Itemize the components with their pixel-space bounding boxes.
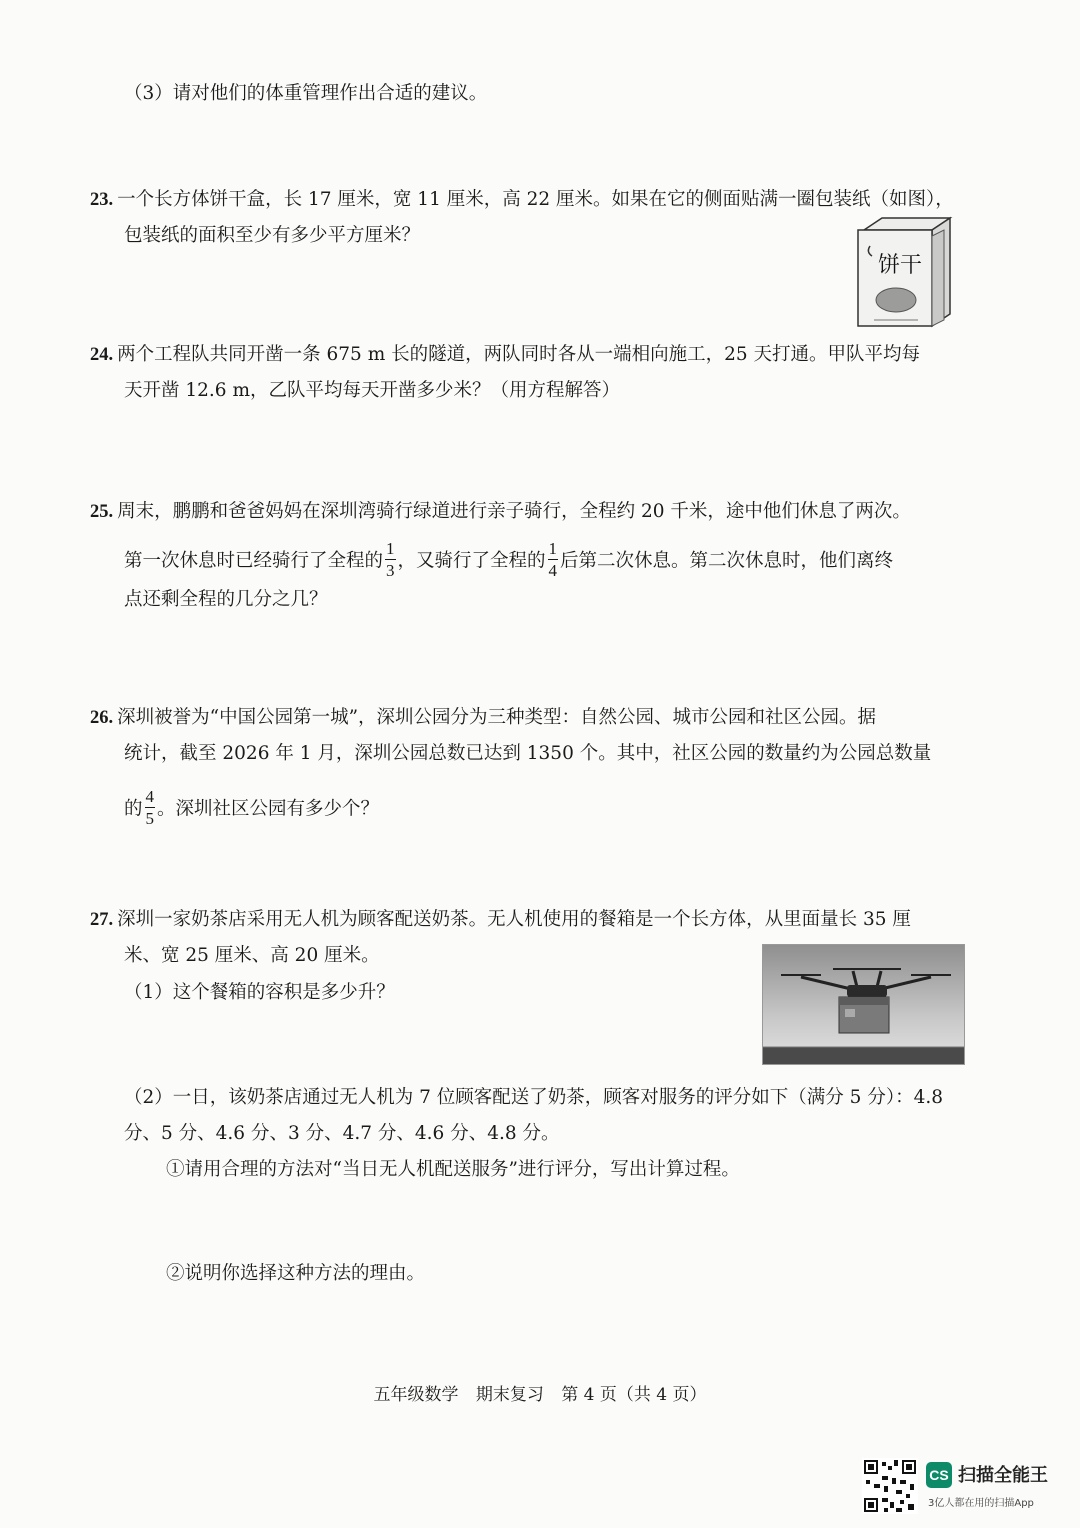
q24-number: 24. — [90, 345, 114, 365]
q27-text-1: 深圳一家奶茶店采用无人机为顾客配送奶茶。无人机使用的餐箱是一个长方体，从里面量长 35 厘 — [117, 909, 911, 930]
q24-line1 — [90, 343, 920, 367]
q25-text-2a: 第一次休息时已经骑行了全程的 — [124, 550, 384, 572]
qr-code-icon — [862, 1458, 918, 1514]
q25-text-1: 周末，鹏鹏和爸爸妈妈在深圳湾骑行绿道进行亲子骑行，全程约 20 千米，途中他们休息了两次。 — [117, 501, 911, 522]
q23-line2: 包装纸的面积至少有多少平方厘米？ — [124, 225, 421, 246]
q27-sub1: ①请用合理的方法对“当日无人机配送服务”进行评分，写出计算过程。 — [166, 1159, 740, 1180]
biscuit-box-figure — [852, 216, 960, 328]
camscanner-tagline: 3亿人都在用的扫描App — [928, 1498, 1034, 1509]
q26-text-1: 深圳被誉为“中国公园第一城”，深圳公园分为三种类型：自然公园、城市公园和社区公园。据 — [117, 707, 877, 728]
q25-line1 — [90, 500, 911, 524]
footer-page: 第 4 页（共 4 页） — [561, 1385, 707, 1405]
page-footer — [0, 1380, 1080, 1405]
q25-number: 25. — [90, 502, 114, 522]
fraction-denominator: 4 — [548, 561, 558, 580]
q24-text-1: 两个工程队共同开凿一条 675 m 长的隧道，两队同时各从一端相向施工，25 天打通。甲队平均每 — [117, 344, 921, 365]
q27-sub2: ②说明你选择这种方法的理由。 — [166, 1263, 426, 1284]
q26-number: 26. — [90, 708, 114, 728]
biscuit-label: 饼干 — [878, 253, 923, 278]
q25-line2 — [124, 539, 894, 581]
fraction-numerator: 1 — [386, 539, 395, 558]
q27-line1 — [90, 908, 911, 932]
q26-line3 — [124, 787, 380, 829]
q22-part3: （3）请对他们的体重管理作出合适的建议。 — [124, 83, 488, 104]
footer-exam: 期末复习 — [475, 1385, 544, 1405]
camscanner-logo-icon: CS — [926, 1462, 952, 1488]
q26-text-3a: 的 — [124, 798, 143, 820]
q26-text-3b: 。深圳社区公园有多少个？ — [157, 798, 380, 820]
q26-line2: 统计，截至 2026 年 1 月，深圳公园总数已达到 1350 个。其中，社区公园的数量约为公园总数量 — [124, 743, 932, 764]
q27-number: 27. — [90, 910, 114, 930]
fraction-one-fourth — [548, 540, 559, 579]
q27-part2-line2: 分、5 分、4.6 分、3 分、4.7 分、4.6 分、4.8 分。 — [124, 1123, 560, 1144]
q27-part2-line1: （2）一日，该奶茶店通过无人机为 7 位顾客配送了奶茶，顾客对服务的评分如下（满分 5 分）：4.8 — [124, 1087, 944, 1108]
q23-text-1: 一个长方体饼干盒，长 17 厘米，宽 11 厘米，高 22 厘米。如果在它的侧面贴满一圈包装纸（如图）， — [117, 189, 954, 210]
fraction-numerator: 1 — [548, 539, 558, 558]
footer-subject: 五年级数学 — [373, 1385, 459, 1405]
q23-line1 — [90, 188, 954, 212]
fraction-four-fifths — [145, 788, 156, 827]
camscanner-name: 扫描全能王 — [958, 1465, 1048, 1486]
q25-line3: 点还剩全程的几分之几？ — [124, 589, 328, 610]
q23-number: 23. — [90, 190, 114, 210]
drone-photo — [762, 944, 965, 1065]
q27-line2: 米、宽 25 厘米、高 20 厘米。 — [124, 945, 380, 966]
fraction-one-third — [385, 540, 396, 579]
q25-text-2b: ，又骑行了全程的 — [397, 550, 546, 572]
fraction-denominator: 3 — [386, 561, 395, 580]
fraction-denominator: 5 — [145, 809, 155, 828]
q26-line1 — [90, 706, 876, 730]
fraction-numerator: 4 — [145, 787, 155, 806]
q27-part1: （1）这个餐箱的容积是多少升？ — [124, 982, 395, 1003]
q25-text-2c: 后第二次休息。第二次休息时，他们离终 — [560, 550, 894, 572]
q24-line2: 天开凿 12.6 m，乙队平均每天开凿多少米？（用方程解答） — [124, 380, 620, 401]
